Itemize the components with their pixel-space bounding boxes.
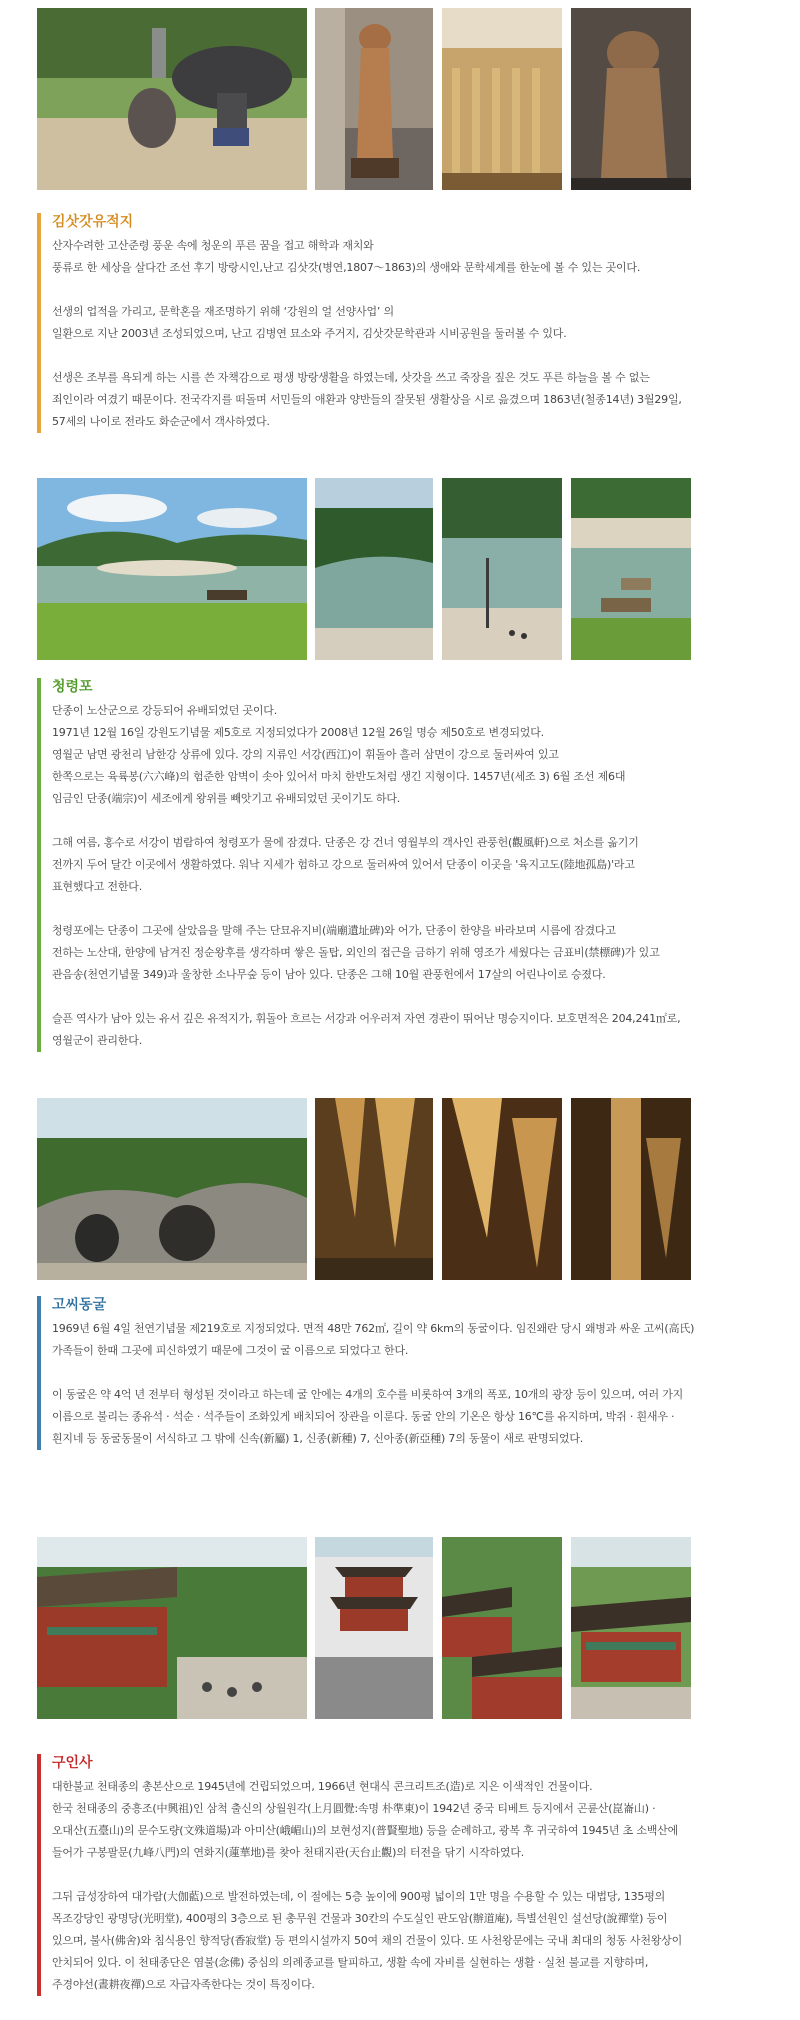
text-block xyxy=(37,678,737,1052)
text-line: 선생은 조부를 욕되게 하는 시를 쓴 자책감으로 평생 방랑생활을 하였는데, 삿갓을 쓰고 죽장을 짚은 것도 푸른 하늘을 볼 수 없는 xyxy=(52,371,650,384)
paragraph xyxy=(52,1008,737,1052)
riverbank-visitors-photo xyxy=(442,478,562,660)
text-line: 임금인 단종(端宗)이 세조에게 왕위를 빼앗기고 유배되었던 곳이기도 하다. xyxy=(52,792,401,805)
text-line: 흰지네 등 동굴동물이 서식하고 그 밖에 신속(新屬) 1, 신종(新種) 7, 신아종(新亞種) 7의 동물이 새로 판명되었다. xyxy=(52,1432,584,1445)
text-line: 전까지 두어 달간 이곳에서 생활하였다. 워낙 지세가 험하고 강으로 둘러싸여 있어서 단종이 이곳을 '육지고도(陸地孤島)'라고 xyxy=(52,858,635,871)
text-line: 한국 천태종의 중흥조(中興祖)인 삼척 출신의 상월원각(上月圓覺:속명 朴準東)이 1942년 중국 티베트 등지에서 곤륜산(崑崙山) · xyxy=(52,1802,656,1815)
section-heading: 고씨동굴 xyxy=(52,1297,107,1313)
photo-row xyxy=(37,1537,697,1719)
text-line: 전하는 노산대, 한양에 남겨진 정순왕후를 생각하며 쌓은 돌탑, 외인의 접근을 금하기 위해 영조가 세웠다는 금표비(禁標碑)가 있고 xyxy=(52,946,660,959)
stone-mushroom-sculpture-photo xyxy=(37,8,307,190)
text-line: 있으며, 불사(佛舍)와 침식용인 향적당(香寂堂) 등 편의시설까지 50여 채의 건물이 있다. 또 사천왕문에는 국내 최대의 청동 사천왕상이 xyxy=(52,1934,683,1947)
text-line: 슬픈 역사가 남아 있는 유서 깊은 유적지가, 휘돌아 흐르는 서강과 어우러져 자연 경관이 뛰어난 명승지이다. 보호면적은 204,241㎡로, xyxy=(52,1012,681,1025)
ferry-dock-photo xyxy=(571,478,691,660)
paragraph xyxy=(52,1886,737,1996)
text-line: 1969년 6월 4일 천연기념물 제219호로 지정되었다. 면적 48만 762㎡, 길이 약 6km의 동굴이다. 임진왜란 당시 왜병과 싸운 고씨(高氏) xyxy=(52,1322,695,1335)
section-heading: 김삿갓유적지 xyxy=(52,214,134,230)
text-line: 가족들이 한때 그곳에 피신하였기 때문에 그것이 굴 이름으로 되었다고 한다. xyxy=(52,1344,409,1357)
text-line: 57세의 나이로 전라도 화순군에서 객사하였다. xyxy=(52,415,270,428)
section-guinsa xyxy=(0,1537,800,2020)
text-line: 죄인이라 여겼기 때문이다. 전국각지를 떠돌며 서민들의 애환과 양반들의 잘못된 생활상을 시로 읊겼으며 1863년(철종14년) 3월29일, xyxy=(52,393,682,406)
text-line: 영월군이 관리한다. xyxy=(52,1034,143,1047)
paragraph xyxy=(52,235,737,279)
text-line: 청령포에는 단종이 그곳에 살았음을 말해 주는 단묘유지비(端廟遺址碑)와 어가, 단종이 한양을 바라보며 시름에 잠겼다고 xyxy=(52,924,616,937)
text-line: 주경야선(晝耕夜禪)으로 자급자족한다는 것이 특징이다. xyxy=(52,1978,315,1991)
section-gossi-cave xyxy=(0,1098,800,1498)
text-line: 일환으로 지난 2003년 조성되었으며, 난고 김병연 묘소와 주거지, 김삿갓문학관과 시비공원을 둘러볼 수 있다. xyxy=(52,327,567,340)
text-block xyxy=(37,1296,737,1450)
paragraph xyxy=(52,367,737,433)
paragraph xyxy=(52,700,737,810)
cave-column-photo xyxy=(571,1098,691,1280)
temple-hall-photo xyxy=(571,1537,691,1719)
text-line: 오대산(五臺山)의 문수도량(文殊道場)과 아미산(峨嵋山)의 보현성지(普賢聖地) 등을 순례하고, 광복 후 귀국하여 1945년 초 소백산에 xyxy=(52,1824,679,1837)
forest-river-photo xyxy=(315,478,433,660)
text-line: 그해 여름, 홍수로 서강이 범람하여 청령포가 물에 잠겼다. 단종은 강 건너 영월부의 객사인 관풍헌(觀風軒)으로 처소를 옮기기 xyxy=(52,836,639,849)
paragraph xyxy=(52,301,737,345)
carved-figure-photo xyxy=(571,8,691,190)
cave-entrance-photo xyxy=(37,1098,307,1280)
text-line: 산자수려한 고산준령 풍운 속에 청운의 푸른 꿈을 접고 해학과 재치와 xyxy=(52,239,374,252)
photo-row xyxy=(37,1098,697,1280)
text-line: 단종이 노산군으로 강등되어 유배되었던 곳이다. xyxy=(52,704,278,717)
paragraph xyxy=(52,1384,737,1450)
text-line: 표현했다고 전한다. xyxy=(52,880,143,893)
text-line: 목조강당인 광명당(光明堂), 400평의 3층으로 된 총무원 건물과 30칸의 수도실인 판도암(辦道庵), 특별선원인 설선당(說禪堂) 등이 xyxy=(52,1912,668,1925)
section-kimsatgat xyxy=(0,0,800,440)
section-heading: 청령포 xyxy=(52,679,93,695)
section-heading: 구인사 xyxy=(52,1755,93,1771)
text-line: 이름으로 불리는 종유석 · 석순 · 석주들이 조화있게 배치되어 장관을 이룬다. 동굴 안의 기온은 항상 16℃를 유지하며, 박쥐 · 흰새우 · xyxy=(52,1410,675,1423)
paragraph xyxy=(52,832,737,898)
pagoda-crowd-photo xyxy=(315,1537,433,1719)
section-cheongnyeongpo xyxy=(0,478,800,1058)
text-line: 한쪽으로는 육륙봉(六六峰)의 험준한 암벽이 솟아 있어서 마치 한반도처럼 생긴 지형이다. 1457년(세조 3) 6월 조선 제6대 xyxy=(52,770,626,783)
text-line: 이 동굴은 약 4억 년 전부터 형성된 것이라고 하는데 굴 안에는 4개의 호수를 비롯하여 3개의 폭포, 10개의 광장 등이 있으며, 여러 가지 xyxy=(52,1388,684,1401)
text-line: 관음송(천연기념물 349)과 울창한 소나무숲 등이 남아 있다. 단종은 그해 10월 관풍헌에서 17살의 어린나이로 승졌다. xyxy=(52,968,606,981)
text-block xyxy=(37,1754,737,1996)
exhibition-hall-photo xyxy=(442,8,562,190)
photo-row xyxy=(37,478,697,660)
text-line: 영월군 남면 광천리 남한강 상류에 있다. 강의 지류인 서강(西江)이 휘돌아 흘러 삼면이 강으로 둘러싸여 있고 xyxy=(52,748,559,761)
cave-chamber-photo xyxy=(442,1098,562,1280)
text-line: 풍류로 한 세상을 살다간 조선 후기 방랑시인,난고 김삿갓(병연,1807～1863)의 생애와 문학세계를 한눈에 볼 수 있는 곳이다. xyxy=(52,261,641,274)
text-line: 선생의 업적을 가리고, 문학혼을 재조명하기 위해 ‘강원의 얼 선양사업’ 의 xyxy=(52,305,394,318)
text-line: 안치되어 있다. 이 천태종단은 염불(念佛) 중심의 의례종교를 탈피하고, 생활 속에 자비를 실현하는 생활 · 실천 불교를 지향하며, xyxy=(52,1956,649,1969)
text-line: 대한불교 천태종의 총본산으로 1945년에 건립되었으며, 1966년 현대식 콘크리트조(造)로 지은 이색적인 건물이다. xyxy=(52,1780,593,1793)
paragraph xyxy=(52,1776,737,1864)
photo-row xyxy=(37,8,697,190)
text-line: 1971년 12월 16일 강원도기념물 제5호로 지정되었다가 2008년 12월 26일 명승 제50호로 변경되었다. xyxy=(52,726,544,739)
paragraph xyxy=(52,920,737,986)
temple-courtyard-photo xyxy=(37,1537,307,1719)
text-line: 그뒤 급성장하여 대가람(大伽藍)으로 발전하였는데, 이 절에는 5층 높이에 900평 넓이의 1만 명을 수용할 수 있는 대법당, 135평의 xyxy=(52,1890,666,1903)
river-island-photo xyxy=(37,478,307,660)
stalactite-photo xyxy=(315,1098,433,1280)
text-block xyxy=(37,213,737,433)
text-line: 들어가 구봉팔문(九峰八門)의 연화지(蓮華地)를 찾아 천태지관(天台止觀)의 터전을 닦기 시작하였다. xyxy=(52,1846,525,1859)
temple-buildings-photo xyxy=(442,1537,562,1719)
wooden-statue-photo xyxy=(315,8,433,190)
paragraph xyxy=(52,1318,737,1362)
